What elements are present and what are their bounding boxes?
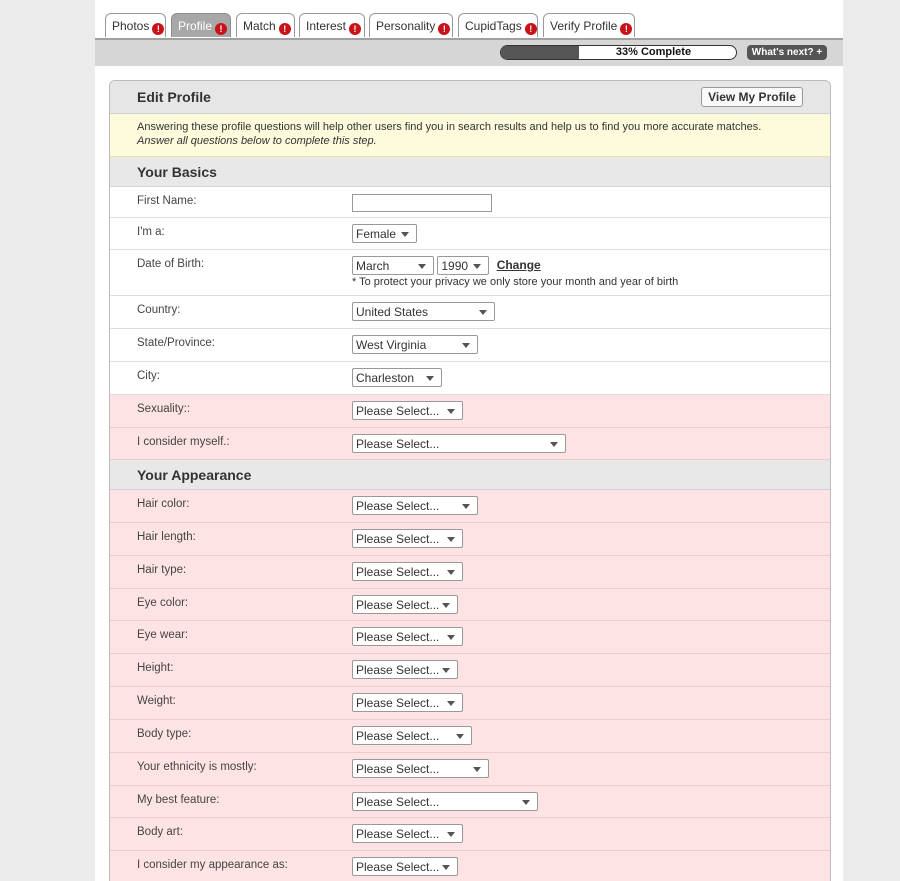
row-best-feature [110,786,830,818]
row-hair-type [110,556,830,589]
eye-wear-select[interactable] [352,627,463,646]
field-label: Body art: [137,826,184,838]
chevron-down-icon [447,832,455,837]
field-label: Country: [137,304,181,316]
ethnicity-select[interactable] [352,759,489,778]
sexuality-select[interactable] [352,401,463,420]
edit-profile-panel [109,80,831,881]
select-value: Please Select... [356,437,440,451]
chevron-down-icon [447,635,455,640]
tab-interest[interactable] [299,13,365,37]
select-value: Please Select... [356,729,440,743]
progress-label: 33% Complete [615,46,692,58]
field-label: Hair type: [137,564,187,576]
chevron-down-icon [473,767,481,772]
alert-icon: ! [279,23,291,35]
select-value: Charleston [356,371,415,385]
first-name-input[interactable] [352,194,492,212]
page-title: Edit Profile [137,89,211,105]
gender-select[interactable] [352,224,417,243]
row-first-name [110,187,830,218]
tab-strip [95,38,843,66]
field-label: Weight: [137,695,176,707]
chevron-down-icon [447,701,455,706]
info-subtext: Answer all questions below to complete this step. [137,135,377,147]
row-hair-color [110,490,830,523]
tab-label: Match [243,19,276,33]
chevron-down-icon [442,865,450,870]
select-value: Please Select... [356,598,440,612]
state-select[interactable] [352,335,478,354]
chevron-down-icon [550,442,558,447]
field-label: Sexuality:: [137,403,191,415]
chevron-down-icon [447,409,455,414]
tab-label: Photos [112,19,150,33]
select-value: Please Select... [356,860,440,874]
alert-icon: ! [349,23,361,35]
field-label: Body type: [137,728,192,740]
section-your-basics: Your Basics [110,157,830,187]
select-value: Female [356,227,397,241]
info-banner [110,114,830,157]
select-value: United States [356,305,429,319]
select-value: West Virginia [356,338,427,352]
chevron-down-icon [401,232,409,237]
section-your-appearance: Your Appearance [110,460,830,490]
row-height [110,654,830,687]
select-value: Please Select... [356,696,440,710]
body-type-select[interactable] [352,726,472,745]
row-country [110,296,830,329]
tab-profile[interactable] [171,13,231,37]
row-date-of-birth [110,250,830,296]
row-ethnicity [110,753,830,786]
field-label: First Name: [137,195,197,207]
info-text: Answering these profile questions will help other users find you in search results and help us to find you more accurate matches. [137,121,762,133]
row-state [110,329,830,362]
hair-type-select[interactable] [352,562,463,581]
field-label: Eye wear: [137,629,189,641]
field-label: Hair color: [137,498,190,510]
select-value: Please Select... [356,663,440,677]
consider-myself-select[interactable] [352,434,566,453]
row-eye-color [110,589,830,621]
tab-label: CupidTags [465,19,522,33]
chevron-down-icon [479,310,487,315]
weight-select[interactable] [352,693,463,712]
select-value: Please Select... [356,827,440,841]
change-dob-link[interactable]: Change [496,258,541,272]
field-label: Eye color: [137,597,189,609]
field-label: Your ethnicity is mostly: [137,761,257,773]
chevron-down-icon [522,800,530,805]
field-label: City: [137,370,160,382]
select-value: Please Select... [356,532,440,546]
row-consider-myself [110,428,830,460]
country-select[interactable] [352,302,495,321]
select-value: Please Select... [356,630,440,644]
chevron-down-icon [442,603,450,608]
tab-personality[interactable] [369,13,453,37]
select-value: March [356,259,390,273]
row-appearance-self [110,851,830,881]
dob-privacy-note: * To protect your privacy we only store your month and year of birth [352,276,679,288]
field-label: I consider my appearance as: [137,859,288,871]
alert-icon: ! [525,23,537,35]
tab-label: Verify Profile [550,19,618,33]
chevron-down-icon [462,504,470,509]
chevron-down-icon [462,343,470,348]
height-select[interactable] [352,660,458,679]
select-value: Please Select... [356,565,440,579]
chevron-down-icon [418,264,426,269]
tab-label: Interest [306,19,347,33]
row-body-art [110,818,830,851]
page [95,0,843,881]
field-label: I'm a: [137,226,165,238]
tab-label: Personality [376,19,436,33]
chevron-down-icon [473,264,481,269]
field-label: My best feature: [137,794,220,806]
row-city [110,362,830,395]
chevron-down-icon [447,570,455,575]
field-label: Hair length: [137,531,196,543]
hair-color-select[interactable] [352,496,478,515]
view-my-profile-button[interactable]: View My Profile [701,87,803,107]
row-gender [110,218,830,250]
chevron-down-icon [447,537,455,542]
field-label: Height: [137,662,174,674]
field-label: Date of Birth: [137,258,205,270]
alert-icon: ! [152,23,164,35]
birth-month-select[interactable] [352,256,434,275]
eye-color-select[interactable] [352,595,458,614]
body-art-select[interactable] [352,824,463,843]
field-label: State/Province: [137,337,215,349]
tab-match[interactable] [236,13,295,37]
birth-year-select[interactable] [437,256,489,275]
tab-verify-profile[interactable] [543,13,635,37]
hair-length-select[interactable] [352,529,463,548]
alert-icon: ! [620,23,632,35]
alert-icon: ! [438,23,450,35]
field-label: I consider myself.: [137,436,230,448]
select-value: Please Select... [356,404,440,418]
row-sexuality [110,395,830,428]
select-value: Please Select... [356,795,440,809]
completion-progress-bar [500,45,737,60]
select-value: Please Select... [356,762,440,776]
city-select[interactable] [352,368,442,387]
select-value: Please Select... [356,499,440,513]
appearance-self-select[interactable] [352,857,458,876]
select-value: 1990 [441,259,469,273]
alert-icon: ! [215,23,227,35]
chevron-down-icon [442,668,450,673]
row-weight [110,687,830,720]
row-eye-wear [110,621,830,654]
tab-label: Profile [178,19,213,33]
tab-photos[interactable] [105,13,166,37]
chevron-down-icon [456,734,464,739]
chevron-down-icon [426,376,434,381]
best-feature-select[interactable] [352,792,538,811]
whats-next-button[interactable]: What's next? + [747,45,827,60]
row-body-type [110,720,830,753]
tab-cupidtags[interactable] [458,13,538,37]
panel-header [110,81,830,114]
row-hair-length [110,523,830,556]
